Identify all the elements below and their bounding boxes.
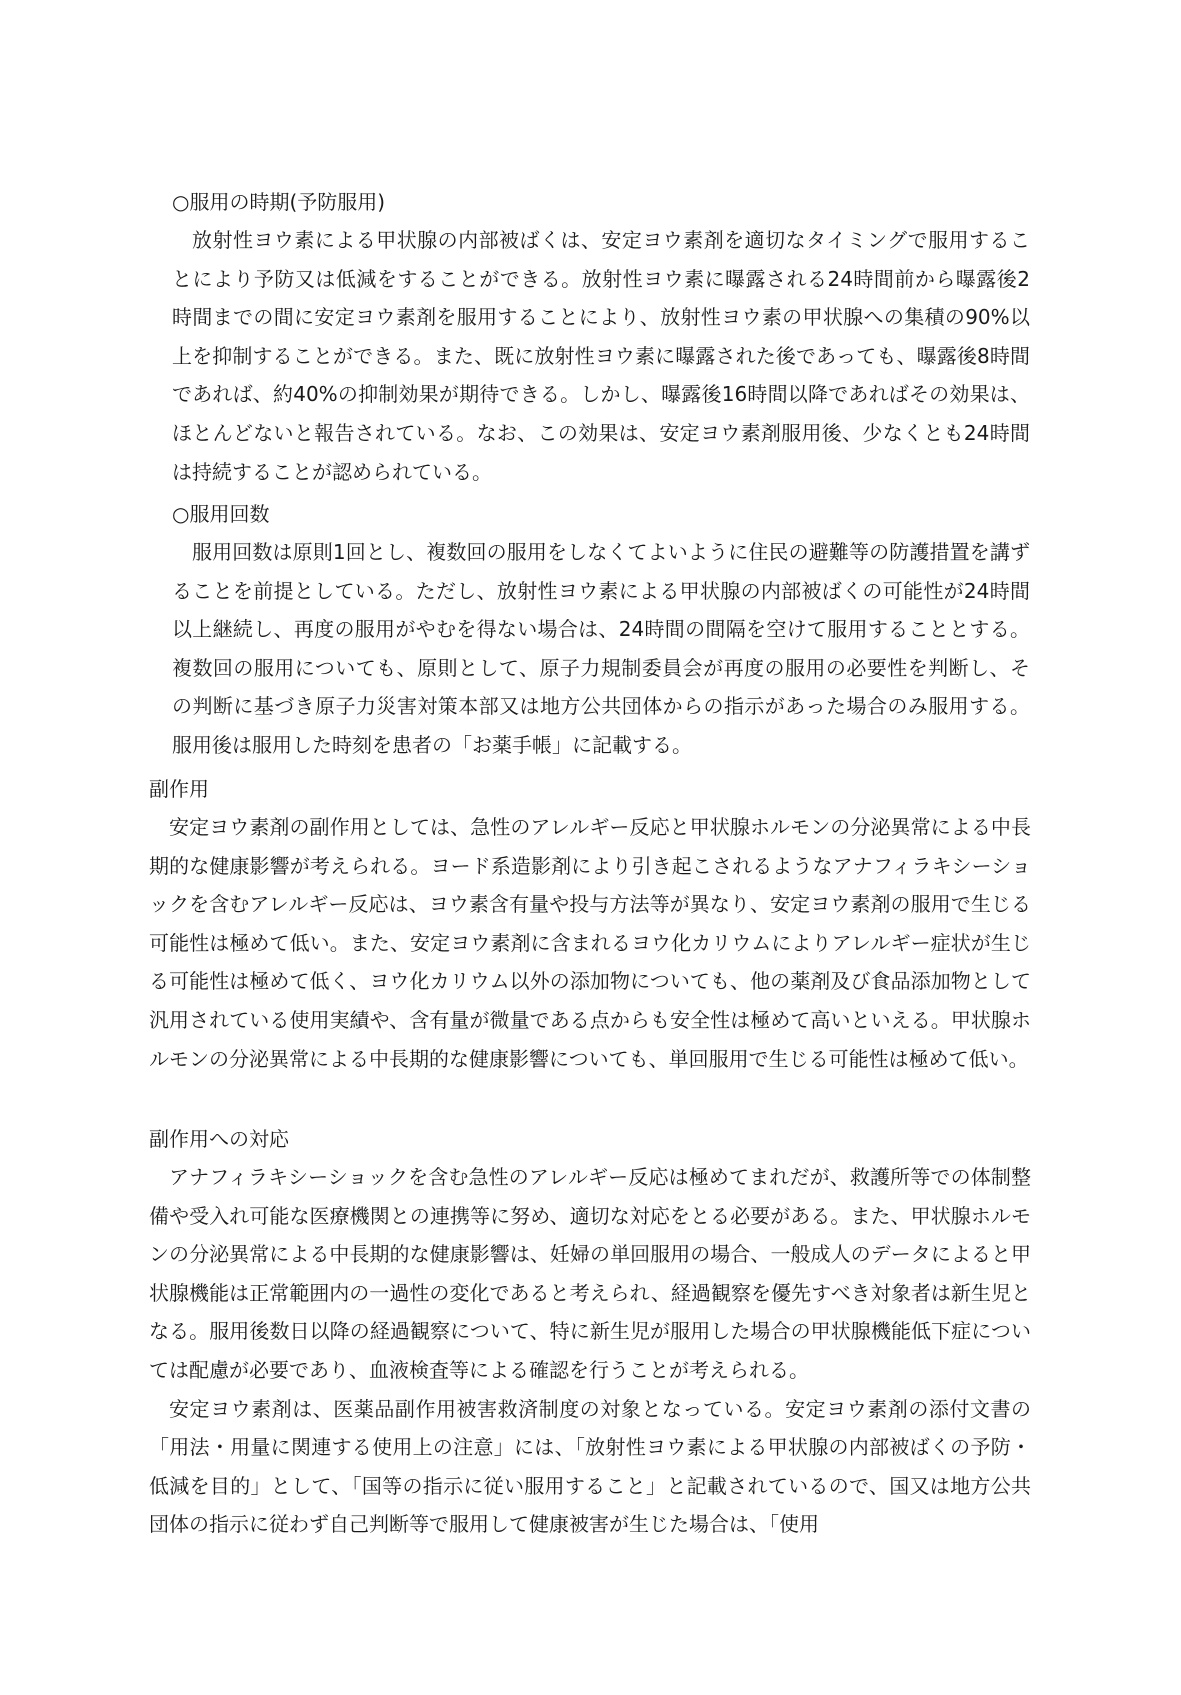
section-heading: 副作用 <box>149 777 209 801</box>
section-heading: 副作用への対応 <box>149 1127 289 1151</box>
section-body: 放射性ヨウ素による甲状腺の内部被ばくは、安定ヨウ素剤を適切なタイミングで服用することにより予防又は低減をすることができる。放射性ヨウ素に曝露される24時間前から曝露後2時間までの間に安定ヨウ素剤を服用することにより、放射性ヨウ素の甲状腺への集積の90%以上を抑制することができる。また、既に放射性ヨウ素に曝露された後であっても、曝露後8時間であれば、約40%の抑制効果が期待できる。しかし、曝露後16時間以降であればその効果は、ほとんどないと報告されている。なお、この効果は、安定ヨウ素剤服用後、少なくとも24時間は持続することが認められている。 <box>172 228 1030 484</box>
section-body-continued: 安定ヨウ素剤は、医薬品副作用被害救済制度の対象となっている。安定ヨウ素剤の添付文書の「用法・用量に関連する使用上の注意」には、「放射性ヨウ素による甲状腺の内部被ばくの予防・低減を目的」として、「国等の指示に従い服用すること」と記載されているので、国又は地方公共団体の指示に従わず自己判断等で服用して健康被害が生じた場合は、「使用 <box>149 1396 1031 1537</box>
section-heading: ○服用の時期(予防服用) <box>172 190 386 214</box>
section-timing <box>172 183 1030 491</box>
section-frequency <box>172 495 1030 765</box>
section-response <box>149 1120 1031 1544</box>
section-heading: ○服用回数 <box>172 502 270 526</box>
section-body: 服用回数は原則1回とし、複数回の服用をしなくてよいように住民の避難等の防護措置を講ずることを前提としている。ただし、放射性ヨウ素による甲状腺の内部被ばくの可能性が24時間以上継続し、再度の服用がやむを得ない場合は、24時間の間隔を空けて服用することとする。複数回の服用についても、原則として、原子力規制委員会が再度の服用の必要性を判断し、その判断に基づき原子力災害対策本部又は地方公共団体からの指示があった場合のみ服用する。服用後は服用した時刻を患者の「お薬手帳」に記載する。 <box>172 540 1030 757</box>
section-side-effects <box>149 770 1031 1078</box>
section-body: 安定ヨウ素剤の副作用としては、急性のアレルギー反応と甲状腺ホルモンの分泌異常による中長期的な健康影響が考えられる。ヨード系造影剤により引き起こされるようなアナフィラキシーショックを含むアレルギー反応は、ヨウ素含有量や投与方法等が異なり、安定ヨウ素剤の服用で生じる可能性は極めて低い。また、安定ヨウ素剤に含まれるヨウ化カリウムによりアレルギー症状が生じる可能性は極めて低く、ヨウ化カリウム以外の添加物についても、他の薬剤及び食品添加物として汎用されている使用実績や、含有量が微量である点からも安全性は極めて高いといえる。甲状腺ホルモンの分泌異常による中長期的な健康影響についても、単回服用で生じる可能性は極めて低い。 <box>149 815 1031 1071</box>
section-body: アナフィラキシーショックを含む急性のアレルギー反応は極めてまれだが、救護所等での体制整備や受入れ可能な医療機関との連携等に努め、適切な対応をとる必要がある。また、甲状腺ホルモンの分泌異常による中長期的な健康影響は、妊婦の単回服用の場合、一般成人のデータによると甲状腺機能は正常範囲内の一過性の変化であると考えられ、経過観察を優先すべき対象者は新生児となる。服用後数日以降の経過観察について、特に新生児が服用した場合の甲状腺機能低下症については配慮が必要であり、血液検査等による確認を行うことが考えられる。 <box>149 1165 1031 1382</box>
